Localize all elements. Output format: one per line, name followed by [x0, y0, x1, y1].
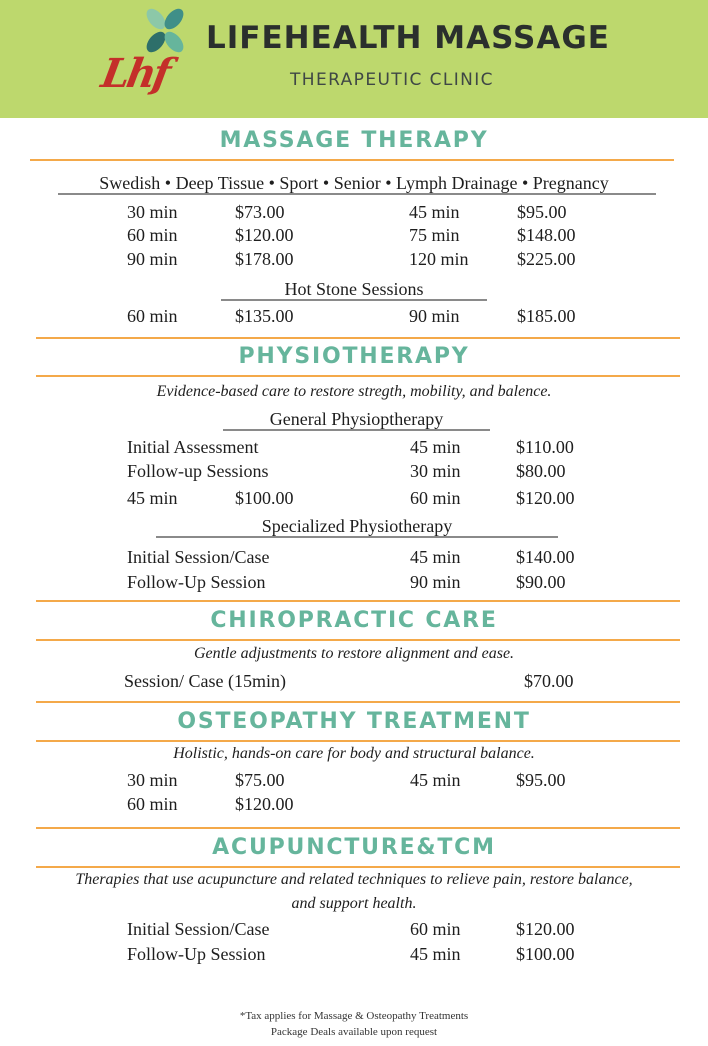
service-duration: 60 min [127, 794, 178, 814]
leaf-logo-icon [140, 6, 190, 56]
service-duration: 30 min [127, 770, 178, 790]
types-underline [58, 193, 656, 195]
section-divider [36, 600, 680, 602]
osteo-tagline: Holistic, hands-on care for body and structural balance. [173, 745, 535, 762]
section-divider [36, 375, 680, 377]
massage-duration: 60 min [127, 225, 178, 245]
hot-stone-underline [221, 299, 487, 301]
header-banner [0, 0, 708, 118]
massage-price: $95.00 [517, 202, 567, 222]
service-duration: 60 min [410, 488, 461, 508]
service-name: Initial Session/Case [127, 547, 270, 567]
service-price: $70.00 [524, 671, 574, 691]
massage-price: $73.00 [235, 202, 285, 222]
section-divider [30, 159, 674, 161]
service-price: $120.00 [516, 488, 575, 508]
massage-price: $135.00 [235, 306, 294, 326]
service-duration: 30 min [410, 461, 461, 481]
acu-title: ACUPUNCTURE&TCM [212, 835, 496, 860]
chiro-tagline: Gentle adjustments to restore alignment and ease. [193, 645, 515, 662]
service-price: $100.00 [516, 944, 575, 964]
service-price: $95.00 [516, 770, 566, 790]
service-price: $120.00 [235, 794, 294, 814]
massage-duration: 45 min [409, 202, 460, 222]
section-divider [36, 337, 680, 339]
section-divider [36, 827, 680, 829]
massage-price: $120.00 [235, 225, 294, 245]
brand-tagline: THERAPEUTIC CLINIC [290, 70, 494, 90]
massage-price: $225.00 [517, 249, 576, 269]
massage-duration: 75 min [409, 225, 460, 245]
tax-note: *Tax applies for Massage & Osteopathy Treatments [239, 1010, 469, 1022]
massage-duration: 60 min [127, 306, 178, 326]
service-price: $80.00 [516, 461, 566, 481]
massage-duration: 120 min [409, 249, 469, 269]
specialized-physio-title: Specialized Physiotherapy [261, 516, 453, 536]
chiro-title: CHIROPRACTIC CARE [210, 608, 498, 633]
massage-duration: 90 min [409, 306, 460, 326]
service-price: $110.00 [516, 437, 574, 457]
service-name: Initial Assessment [127, 437, 259, 457]
acu-tagline: Therapies that use acupuncture and related techniques to relieve pain, restore balance, [75, 871, 633, 888]
section-divider [36, 639, 680, 641]
acu-tagline-cont: and support health. [291, 895, 417, 912]
osteo-title: OSTEOPATHY TREATMENT [177, 709, 531, 734]
logo-script: Lhf [97, 50, 172, 97]
service-name: Follow-Up Session [127, 572, 266, 592]
massage-types: Swedish • Deep Tissue • Sport • Senior • Lymph Drainage • Pregnancy [99, 173, 609, 193]
general-physio-title: General Physioptherapy [269, 409, 444, 429]
section-divider [36, 740, 680, 742]
service-duration: 45 min [410, 547, 461, 567]
service-name: Follow-up Sessions [127, 461, 269, 481]
physio-tagline: Evidence-based care to restore stregth, mobility, and balence. [156, 383, 552, 400]
service-duration: 45 min [410, 944, 461, 964]
service-duration: 45 min [410, 437, 461, 457]
service-price: $90.00 [516, 572, 566, 592]
service-price: $140.00 [516, 547, 575, 567]
service-duration: 45 min [410, 770, 461, 790]
service-price: $120.00 [516, 919, 575, 939]
specialized-physio-underline [156, 536, 558, 538]
general-physio-underline [223, 429, 490, 431]
section-divider [36, 701, 680, 703]
brand-name: LIFEHEALTH MASSAGE [206, 20, 610, 56]
massage-duration: 90 min [127, 249, 178, 269]
physio-title: PHYSIOTHERAPY [238, 344, 470, 369]
service-price: $75.00 [235, 770, 285, 790]
service-name: Session/ Case (15min) [124, 671, 286, 691]
package-note: Package Deals available upon request [270, 1026, 438, 1038]
massage-price: $148.00 [517, 225, 576, 245]
massage-title: MASSAGE THERAPY [219, 128, 489, 153]
hot-stone-title: Hot Stone Sessions [284, 279, 424, 299]
massage-price: $185.00 [517, 306, 576, 326]
service-name: Follow-Up Session [127, 944, 266, 964]
service-duration: 60 min [410, 919, 461, 939]
massage-price: $178.00 [235, 249, 294, 269]
service-price: $100.00 [235, 488, 294, 508]
service-name: Initial Session/Case [127, 919, 270, 939]
service-duration: 90 min [410, 572, 461, 592]
massage-duration: 30 min [127, 202, 178, 222]
service-duration: 45 min [127, 488, 178, 508]
section-divider [36, 866, 680, 868]
